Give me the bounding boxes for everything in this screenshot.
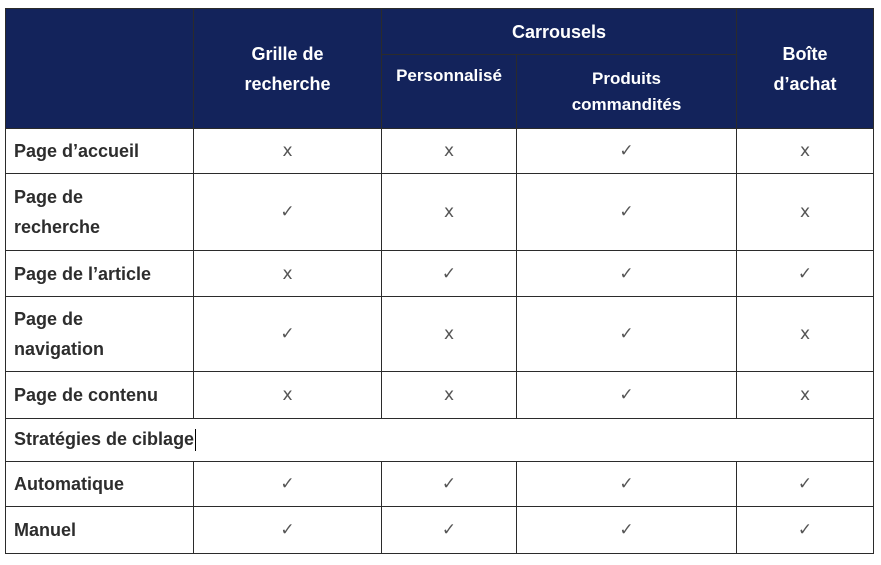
table-row — [6, 372, 874, 419]
cell-mark: ✓ — [737, 462, 874, 507]
cell-mark: x — [194, 251, 382, 297]
row-label: Page d’accueil — [6, 129, 194, 174]
section-label: Stratégies de ciblage — [14, 428, 195, 449]
cell-mark: ✓ — [517, 174, 737, 251]
comparison-table — [5, 8, 874, 554]
cell-mark: x — [194, 129, 382, 174]
cell-mark: ✓ — [382, 462, 517, 507]
table-row — [6, 129, 874, 174]
cell-mark: ✓ — [194, 462, 382, 507]
header-boite: Boîte d’achat — [737, 9, 874, 129]
table-row — [6, 297, 874, 372]
cell-mark: ✓ — [194, 174, 382, 251]
cell-mark: ✓ — [737, 251, 874, 297]
header-empty — [6, 9, 194, 129]
header-produits: Produits commandités — [517, 55, 737, 129]
row-label: Automatique — [6, 462, 194, 507]
header-grille: Grille de recherche — [194, 9, 382, 129]
cell-mark: ✓ — [194, 297, 382, 372]
cell-mark: x — [737, 372, 874, 419]
cell-mark: x — [737, 297, 874, 372]
header-carrousels: Carrousels — [382, 9, 737, 55]
cell-mark: x — [382, 174, 517, 251]
cell-mark: x — [382, 297, 517, 372]
header-personnalise: Personnalisé — [382, 55, 517, 129]
table-row — [6, 507, 874, 554]
cell-mark: ✓ — [517, 251, 737, 297]
table-row — [6, 251, 874, 297]
cell-mark: x — [382, 372, 517, 419]
section-row — [6, 419, 874, 462]
table-row — [6, 174, 874, 251]
row-label: Page de recherche — [6, 174, 194, 251]
cell-mark: x — [737, 174, 874, 251]
cell-mark: x — [737, 129, 874, 174]
cell-mark: ✓ — [382, 507, 517, 554]
cell-mark: ✓ — [194, 507, 382, 554]
cell-mark: ✓ — [517, 372, 737, 419]
row-label: Page de l’article — [6, 251, 194, 297]
cell-mark: ✓ — [517, 129, 737, 174]
cell-mark: x — [194, 372, 382, 419]
cell-mark: ✓ — [517, 297, 737, 372]
cell-mark: ✓ — [517, 462, 737, 507]
table-header — [6, 9, 874, 129]
section-cell[interactable] — [6, 419, 874, 462]
cell-mark: ✓ — [382, 251, 517, 297]
row-label: Manuel — [6, 507, 194, 554]
table-row — [6, 462, 874, 507]
row-label: Page de contenu — [6, 372, 194, 419]
row-label: Page de navigation — [6, 297, 194, 372]
text-caret — [195, 429, 196, 451]
cell-mark: ✓ — [737, 507, 874, 554]
cell-mark: x — [382, 129, 517, 174]
cell-mark: ✓ — [517, 507, 737, 554]
